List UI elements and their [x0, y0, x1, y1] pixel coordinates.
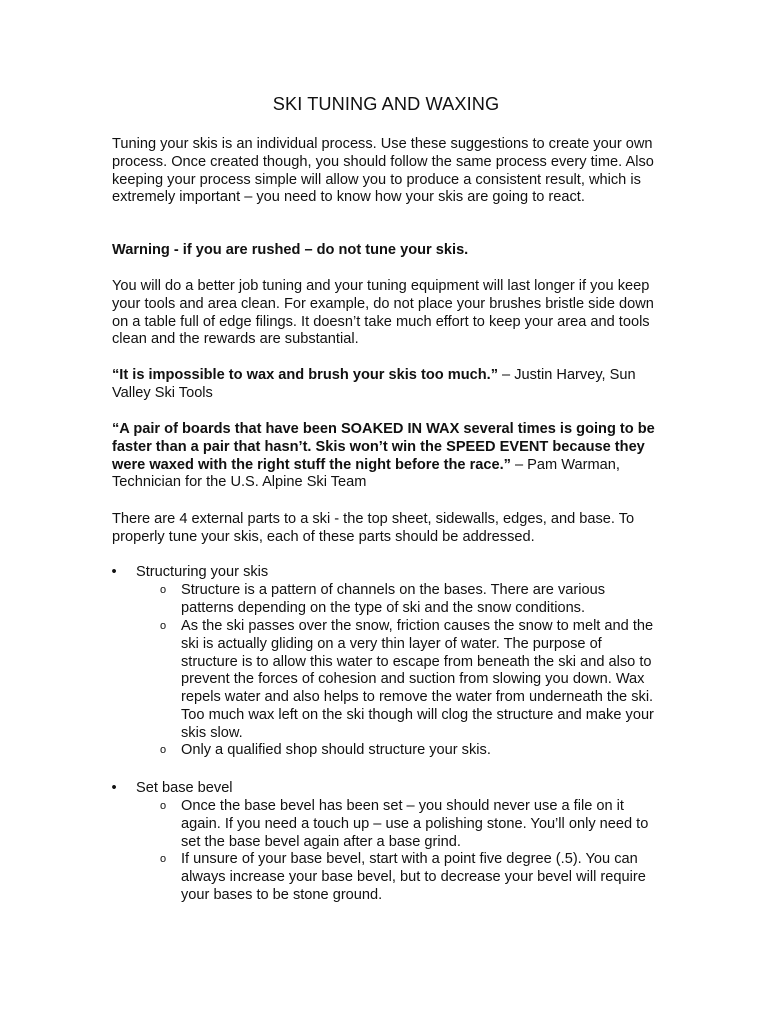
- sub-bullet-icon: o: [159, 744, 167, 756]
- sub-bullet-text: If unsure of your base bevel, start with a point five degree (.5). You can always increase your base bevel, but to decrease your bevel will require your bases to be stone ground.: [181, 851, 646, 903]
- quote-paragraph: [112, 367, 660, 403]
- sub-bullet-icon: o: [159, 584, 167, 596]
- quote-text: “It is impossible to wax and brush your skis too much.”: [112, 367, 498, 383]
- quote-attribution: – Justin Harvey, Sun Valley Ski Tools: [112, 367, 636, 401]
- warning-paragraph: Warning - if you are rushed – do not tune your skis.: [112, 242, 469, 258]
- sub-bullet-text: Only a qualified shop should structure your skis.: [181, 742, 491, 758]
- quote-paragraph: [112, 421, 660, 492]
- sub-bullet-text: Structure is a pattern of channels on the bases. There are various patterns depending on the type of ski and the snow conditions.: [181, 582, 606, 616]
- intro-paragraph: Tuning your skis is an individual process. Use these suggestions to create your own process. Once created though, you should follow the same process every time. Also keeping your process simple will allow you to produce a consistent result, which is extremely important – you need to know how your skis are going to react.: [112, 136, 654, 206]
- sub-bullet-icon: o: [159, 853, 167, 865]
- bullet-icon: •: [111, 780, 117, 796]
- tools-paragraph: You will do a better job tuning and your tuning equipment will last longer if you keep your tools and area clean. For example, do not place your brushes bristle side down on a table full of edge filings. It doesn’t take much effort to keep your area and tools clean and the rewards are substantial.: [112, 278, 654, 348]
- ski-parts-paragraph: There are 4 external parts to a ski - the top sheet, sidewalls, edges, and base. To properly tune your skis, each of these parts should be addressed.: [112, 511, 635, 545]
- bullet-heading: Structuring your skis: [136, 564, 269, 580]
- document-title: SKI TUNING AND WAXING: [272, 94, 500, 114]
- sub-bullet-icon: o: [159, 620, 167, 632]
- quote-text: “A pair of boards that have been SOAKED IN WAX several times is going to be faster than a pair that hasn’t. Skis won’t win the SPEED EVENT because they were waxed with the right stuff the night before the race.”: [112, 421, 655, 473]
- sub-bullet-text: Once the base bevel has been set – you should never use a file on it again. If you need a touch up – use a polishing stone. You’ll only need to set the base bevel again after a base grind.: [181, 798, 649, 850]
- bullet-icon: •: [111, 564, 117, 580]
- bullet-heading: Set base bevel: [136, 780, 233, 796]
- sub-bullet-text: As the ski passes over the snow, friction causes the snow to melt and the ski is actually gliding on a very thin layer of water. The purpose of structure is to allow this water to escape from beneath the ski and also to prevent the forces of cohesion and suction from slowing you down. Wax repels water and also helps to remove the water from underneath the ski. Too much wax left on the ski though will clog the structure and make your skis slow.: [181, 618, 654, 741]
- sub-bullet-icon: o: [159, 800, 167, 812]
- quote-attribution: – Pam Warman, Technician for the U.S. Alpine Ski Team: [112, 456, 620, 491]
